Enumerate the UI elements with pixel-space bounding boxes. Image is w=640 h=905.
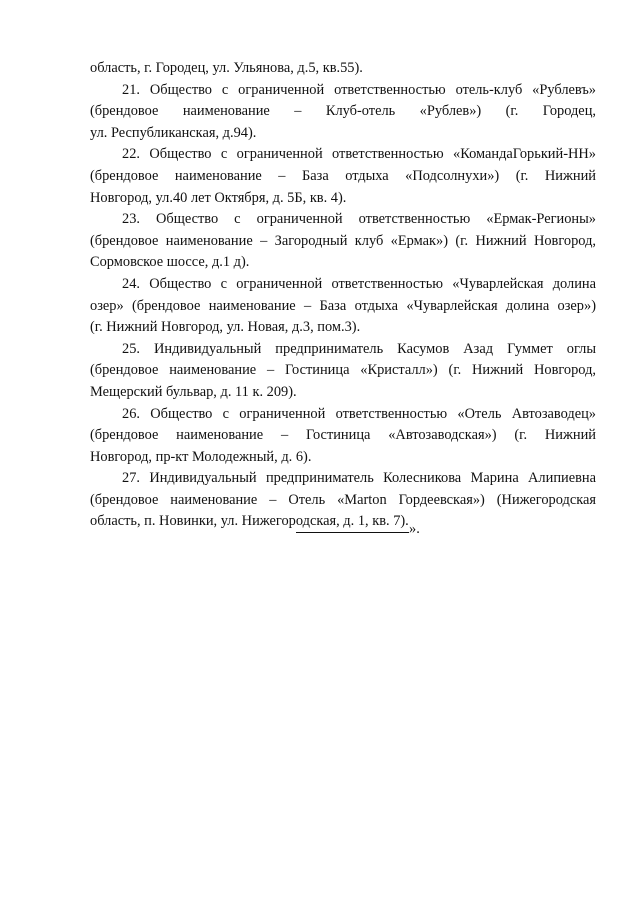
- text-line: (брендовое наименование – Загородный клуб «Ермак») (г. Нижний Новгород,: [90, 232, 596, 249]
- list-item-paragraph: [90, 80, 596, 145]
- text-line: 21. Общество с ограниченной ответственностью отель-клуб «Рублевъ»: [122, 81, 596, 98]
- text-line: 26. Общество с ограниченной ответственностью «Отель Автозаводец»: [122, 405, 596, 422]
- text-line: ул. Республиканская, д.94).: [90, 124, 257, 141]
- text-line: озер» (брендовое наименование – База отдыха «Чуварлейская долина озер»): [90, 297, 596, 314]
- text-line: Сормовское шоссе, д.1 д).: [90, 254, 250, 271]
- signature-line: [296, 520, 420, 538]
- text-line: (брендовое наименование – Гостиница «Автозаводская») (г. Нижний: [90, 427, 596, 444]
- text-line: 22. Общество с ограниченной ответственностью «КомандаГорький-НН»: [122, 146, 596, 163]
- text-line: область, п. Новинки, ул. Нижегородская, д. 1, кв. 7).: [90, 513, 409, 530]
- document-body: [90, 58, 596, 533]
- text-line: 24. Общество с ограниченной ответственностью «Чуварлейская долина: [122, 275, 596, 292]
- text-line: (брендовое наименование – Клуб-отель «Рублев») (г. Городец,: [90, 103, 596, 120]
- text-line: 23. Общество с ограниченной ответственностью «Ермак-Регионы»: [122, 211, 596, 228]
- closing-quote: ».: [409, 521, 420, 537]
- paragraph-continuation: [90, 58, 596, 80]
- text-line: Мещерский бульвар, д. 11 к. 209).: [90, 383, 297, 400]
- list-item-paragraph: [90, 339, 596, 404]
- list-item-paragraph: [90, 144, 596, 209]
- text-line: Новгород, пр-кт Молодежный, д. 6).: [90, 448, 312, 465]
- list-item-paragraph: [90, 209, 596, 274]
- text-line: (г. Нижний Новгород, ул. Новая, д.3, пом.3).: [90, 319, 361, 336]
- list-item-paragraph: [90, 274, 596, 339]
- signature-underline: [296, 520, 409, 533]
- text-line: область, г. Городец, ул. Ульянова, д.5, кв.55).: [90, 60, 363, 76]
- list-item-paragraph: [90, 404, 596, 469]
- text-line: Новгород, ул.40 лет Октября, д. 5Б, кв. 4).: [90, 189, 347, 206]
- text-line: 27. Индивидуальный предприниматель Колесникова Марина Алипиевна: [122, 470, 596, 487]
- text-line: (брендовое наименование – База отдыха «Подсолнухи») (г. Нижний: [90, 167, 596, 184]
- text-line: 25. Индивидуальный предприниматель Касумов Азад Гуммет оглы: [122, 340, 596, 357]
- text-line: (брендовое наименование – Гостиница «Кристалл») (г. Нижний Новгород,: [90, 362, 596, 379]
- text-line: (брендовое наименование – Отель «Marton Гордеевская») (Нижегородская: [90, 491, 596, 508]
